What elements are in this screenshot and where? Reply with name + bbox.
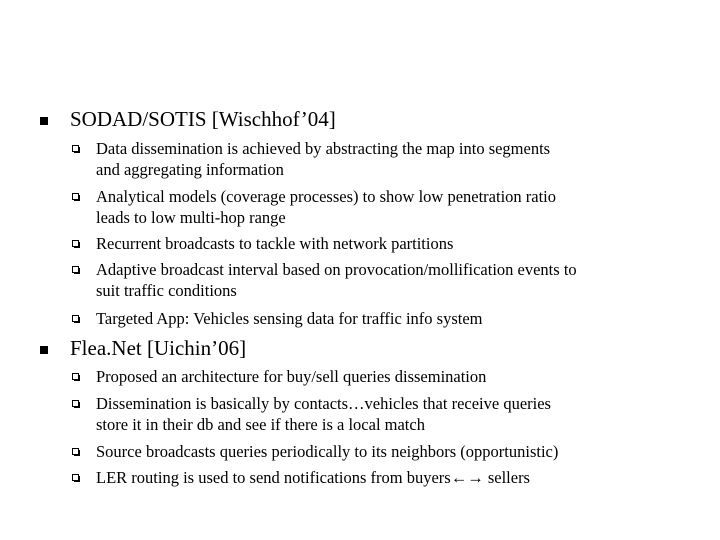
list-item-line: LER routing is used to send notifications from buyers←→ sellers <box>96 468 530 487</box>
item-bullet-icon <box>72 240 79 247</box>
list-item-line: store it in their db and see if there is a local match <box>96 415 425 434</box>
list-item <box>96 186 696 228</box>
section-heading: SODAD/SOTIS [Wischhof’04] <box>70 107 336 131</box>
list-item-line: Analytical models (coverage processes) to show low penetration ratio <box>96 187 557 206</box>
section-bullet-icon <box>40 346 48 354</box>
item-bullet-icon <box>72 474 79 481</box>
list-item <box>96 259 696 301</box>
item-bullet-icon <box>72 145 79 152</box>
list-item-line: Recurrent broadcasts to tackle with network partitions <box>96 234 454 253</box>
item-bullet-icon <box>72 193 79 200</box>
list-item-line: Data dissemination is achieved by abstracting the map into segments <box>96 139 551 158</box>
item-bullet-icon <box>72 400 79 407</box>
list-item <box>96 233 696 254</box>
section-heading: Flea.Net [Uichin’06] <box>70 336 247 360</box>
list-item-line: Proposed an architecture for buy/sell queries dissemination <box>96 367 487 386</box>
list-item-line: leads to low multi-hop range <box>96 208 286 227</box>
list-item <box>96 308 696 329</box>
list-item-line: Source broadcasts queries periodically to its neighbors (opportunistic) <box>96 442 559 461</box>
list-item-line: Dissemination is basically by contacts…vehicles that receive queries <box>96 394 551 413</box>
list-item-line: and aggregating information <box>96 160 284 179</box>
list-item <box>96 467 696 488</box>
section-bullet-icon <box>40 117 48 125</box>
list-item-line: Targeted App: Vehicles sensing data for traffic info system <box>96 309 483 328</box>
list-item <box>96 366 696 387</box>
item-bullet-icon <box>72 315 79 322</box>
item-bullet-icon <box>72 266 79 273</box>
list-item-line: Adaptive broadcast interval based on provocation/mollification events to <box>96 260 577 279</box>
list-item-line: suit traffic conditions <box>96 281 237 300</box>
item-bullet-icon <box>72 448 79 455</box>
list-item <box>96 393 696 435</box>
item-bullet-icon <box>72 373 79 380</box>
list-item <box>96 441 696 462</box>
list-item <box>96 138 696 180</box>
